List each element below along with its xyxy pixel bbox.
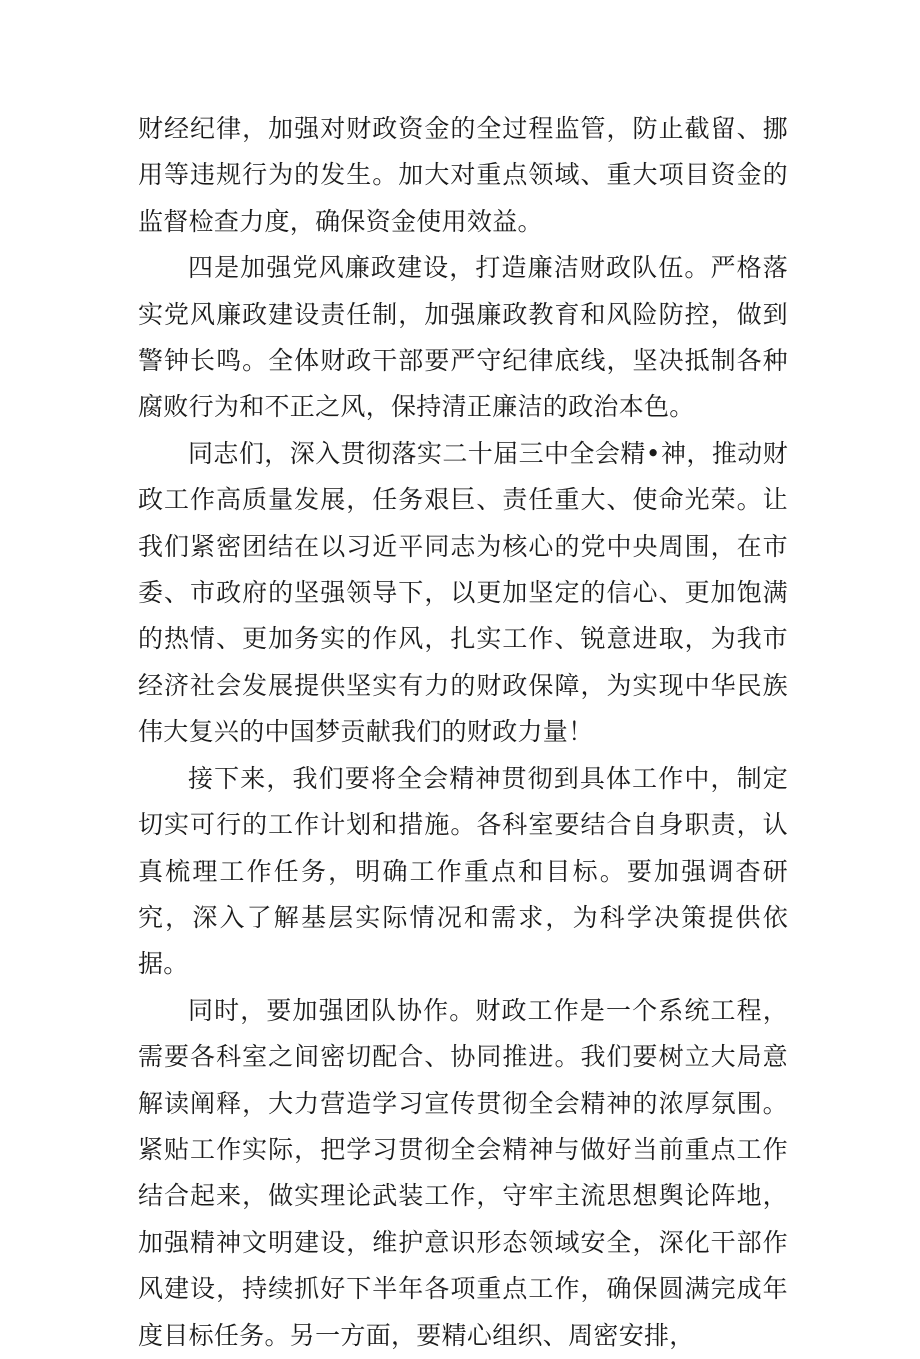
paragraph-comrades: 同志们，深入贯彻落实二十届三中全会精•神，推动财政工作高质量发展，任务艰巨、责任重大、使命光荣。让我们紧密团结在以习近平同志为核心的党中央周围，在市委、市政府的坚强领导下，以更加坚定的信心、更加饱满的热情、更加务实的作风，扎实工作、锐意进取，为我市经济社会发展提供坚实有力的财政保障，为实现中华民族伟大复兴的中国梦贡献我们的财政力量！ <box>138 438 788 747</box>
paragraph-teamwork: 同时，要加强团队协作。财政工作是一个系统工程，需要各科室之间密切配合、协同推进。我们要树立大局意解读阐释，大力营造学习宣传贯彻全会精神的浓厚氛围。紧贴工作实际，把学习贯彻全会精神与做好当前重点工作结合起来，做实理论武装工作，守牢主流思想舆论阵地，加强精神文明建设，维护意识形态领域安全，深化干部作风建设，持续抓好下半年各项重点工作，确保圆满完成年度目标任务。另一方面，要精心组织、周密安排， <box>138 995 788 1350</box>
paragraph-continuation: 财经纪律，加强对财政资金的全过程监管，防止截留、挪用等违规行为的发生。加大对重点领域、重大项目资金的监督检查力度，确保资金使用效益。 <box>138 114 788 236</box>
document-body <box>138 106 788 1359</box>
paragraph-next-steps: 接下来，我们要将全会精神贯彻到具体工作中，制定切实可行的工作计划和措施。各科室要结合自身职责，认真梳理工作任务，明确工作重点和目标。要加强调杳研究，深入了解基层实际情况和需求，为科学决策提供依据。 <box>138 763 788 979</box>
paragraph-party-conduct: 四是加强党风廉政建设，打造廉洁财政队伍。严格落实党风廉政建设责任制，加强廉政教育和风险防控，做到警钟长鸣。全体财政干部要严守纪律底线，坚决抵制各种腐败行为和不正之风，保持清正廉洁的政治本色。 <box>138 253 788 422</box>
